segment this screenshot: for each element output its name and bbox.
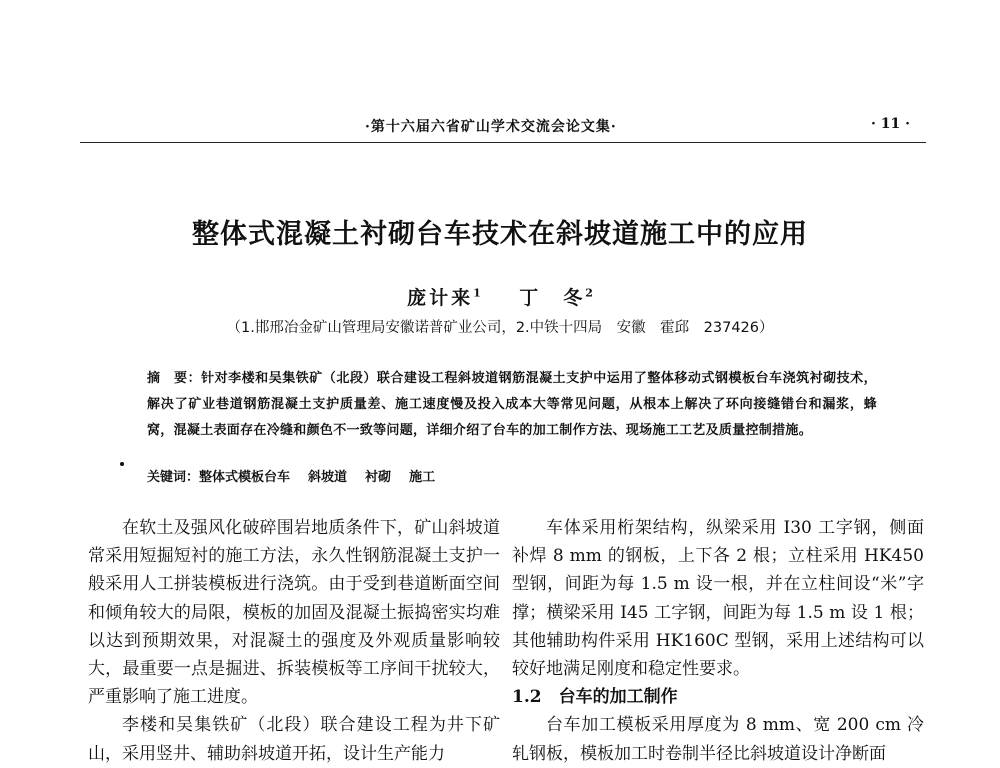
- scan-speck: [120, 462, 124, 466]
- body-paragraph: 车体采用桁架结构，纵梁采用 I30 工字钢，侧面补焊 8 mm 的钢板，上下各 2 根；立柱采用 HK450 型钢，间距为每 1.5 m 设一根，并在立柱间设“米”字撑；横梁采用 I45 工字钢，间距为每 1.5 m 设 1 根；其他辅助构件采用 HK160C 型钢，采用上述结构可以较好地满足刚度和稳定性要求。: [512, 518, 924, 680]
- affiliation: （1.邯邢冶金矿山管理局安徽诺普矿业公司，2.中铁十四局 安徽 霍邱 237426）: [226, 320, 774, 336]
- body-paragraph: 在软土及强风化破碎围岩地质条件下，矿山斜坡道常采用短掘短衬的施工方法，永久性钢筋混凝土支护一般采用人工拼装模板进行浇筑。由于受到巷道断面空间和倾角较大的局限，模板的加固及混凝土振捣密实均难以达到预期效果，对混凝土的强度及外观质量影响较大，最重要一点是掘进、拆装模板等工序间干扰较大，严重影响了施工进度。: [88, 518, 500, 708]
- keywords: [147, 466, 877, 490]
- keyword: 整体式模板台车: [199, 470, 291, 485]
- keyword: 衬砌: [365, 470, 392, 485]
- body-column-right: [512, 514, 924, 768]
- page-number: · 11 ·: [871, 116, 910, 132]
- section-heading: 1.2 台车的加工制作: [512, 687, 678, 708]
- author-1-affil-mark: 1: [473, 286, 481, 300]
- author-1: 庞计来: [407, 287, 474, 309]
- body-paragraph: 李楼和吴集铁矿（北段）联合建设工程为井下矿山，采用竖井、辅助斜坡道开拓，设计生产能力: [88, 715, 500, 764]
- abstract-label: 摘 要：: [147, 371, 202, 386]
- abstract: [147, 366, 877, 444]
- author-2: 丁 冬: [519, 287, 586, 309]
- paper-title: 整体式混凝土衬砌台车技术在斜坡道施工中的应用: [192, 219, 808, 250]
- keyword: 施工: [409, 470, 436, 485]
- author-line: [0, 283, 1000, 310]
- running-header: [80, 112, 926, 143]
- abstract-text: 针对李楼和吴集铁矿（北段）联合建设工程斜坡道钢筋混凝土支护中运用了整体移动式钢模板台车浇筑衬砌技术，解决了矿业巷道钢筋混凝土支护质量差、施工速度慢及投入成本大等常见问题，从根本上解决了环向接缝错台和漏浆，蜂窝，混凝土表面存在冷缝和颜色不一致等问题，详细介绍了台车的加工制作方法、现场施工工艺及质量控制措施。: [147, 371, 877, 438]
- body-paragraph: 台车加工模板采用厚度为 8 mm、宽 200 cm 冷轧钢板，模板加工时卷制半径比斜坡道设计净断面: [512, 715, 924, 764]
- journal-name: ·第十六届六省矿山学术交流会论文集·: [365, 119, 617, 135]
- author-2-affil-mark: 2: [585, 286, 593, 300]
- keyword: 斜坡道: [308, 470, 348, 485]
- body-column-left: [88, 514, 500, 768]
- keywords-label: 关键词：: [147, 470, 200, 485]
